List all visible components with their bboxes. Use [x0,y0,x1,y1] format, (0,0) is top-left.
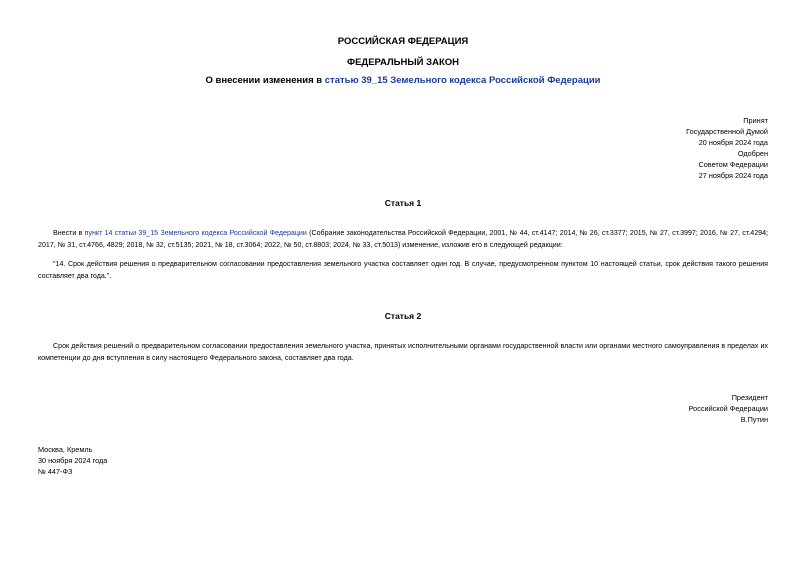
article-1-intro [38,227,768,251]
adoption-block [686,115,768,181]
signature-country: Российской Федерации [688,404,768,413]
article-1-intro-link[interactable]: пункт 14 статьи 39_15 Земельного кодекса Российской Федерации [84,229,307,237]
adoption-approved: Одобрен [737,149,768,158]
adoption-accepted: Принят [743,116,768,125]
signature-name: В.Путин [740,415,768,424]
place-date-block [38,444,107,477]
adoption-duma: Государственной Думой [686,127,768,136]
signature-block [689,392,768,425]
law-type-heading: ФЕДЕРАЛЬНЫЙ ЗАКОН [346,57,459,68]
article-1-intro-suffix: (Собрание законодательства Российской Федерации, 2001, № 44, ст.4147; 2014, № 26, ст.3377; 2015, № 27, ст.3997; 2016, № 27, ст.4294; 2017, № 31, ст.4766, 4829; 2018, № 32, ст.5135; 2021, № 18, ст.3064; 2022, № 50, ст.8803; 2024, № 33, ст.5013) изменение, изложив его в следующей редакции: [38,229,768,249]
law-title-link[interactable]: статью 39_15 Земельного кодекса Российской Федерации [324,75,601,86]
law-number: № 447-ФЗ [38,467,73,476]
law-title [38,75,768,86]
adoption-duma-date: 20 ноября 2024 года [698,138,768,147]
adoption-council-date: 27 ноября 2024 года [698,171,768,180]
article-1-intro-prefix: Внести в [53,229,85,237]
article-2-text: Срок действия решений о предварительном согласовании предоставления земельного участка, принятых исполнительными органами государственной власти или органами местного самоуправления в пределах их компетенции до дня вступления в силу настоящего Федерального закона, составляет два года. [38,342,768,362]
place-date: 30 ноября 2024 года [38,456,108,465]
place-location: Москва, Кремль [38,445,93,454]
article-1-title: Статья 1 [384,198,422,208]
adoption-council: Советом Федерации [698,160,768,169]
country-heading: РОССИЙСКАЯ ФЕДЕРАЦИЯ [337,36,469,47]
article-2-title: Статья 2 [384,311,422,321]
signature-title: Президент [731,393,768,402]
law-title-prefix: О внесении изменения в [205,75,325,86]
article-1-quote: "14. Срок действия решения о предварительном согласовании предоставления земельного участка составляет один год. В случае, предусмотренном пунктом 10 настоящей статьи, срок действия такого решения составляет два года.". [38,260,768,280]
